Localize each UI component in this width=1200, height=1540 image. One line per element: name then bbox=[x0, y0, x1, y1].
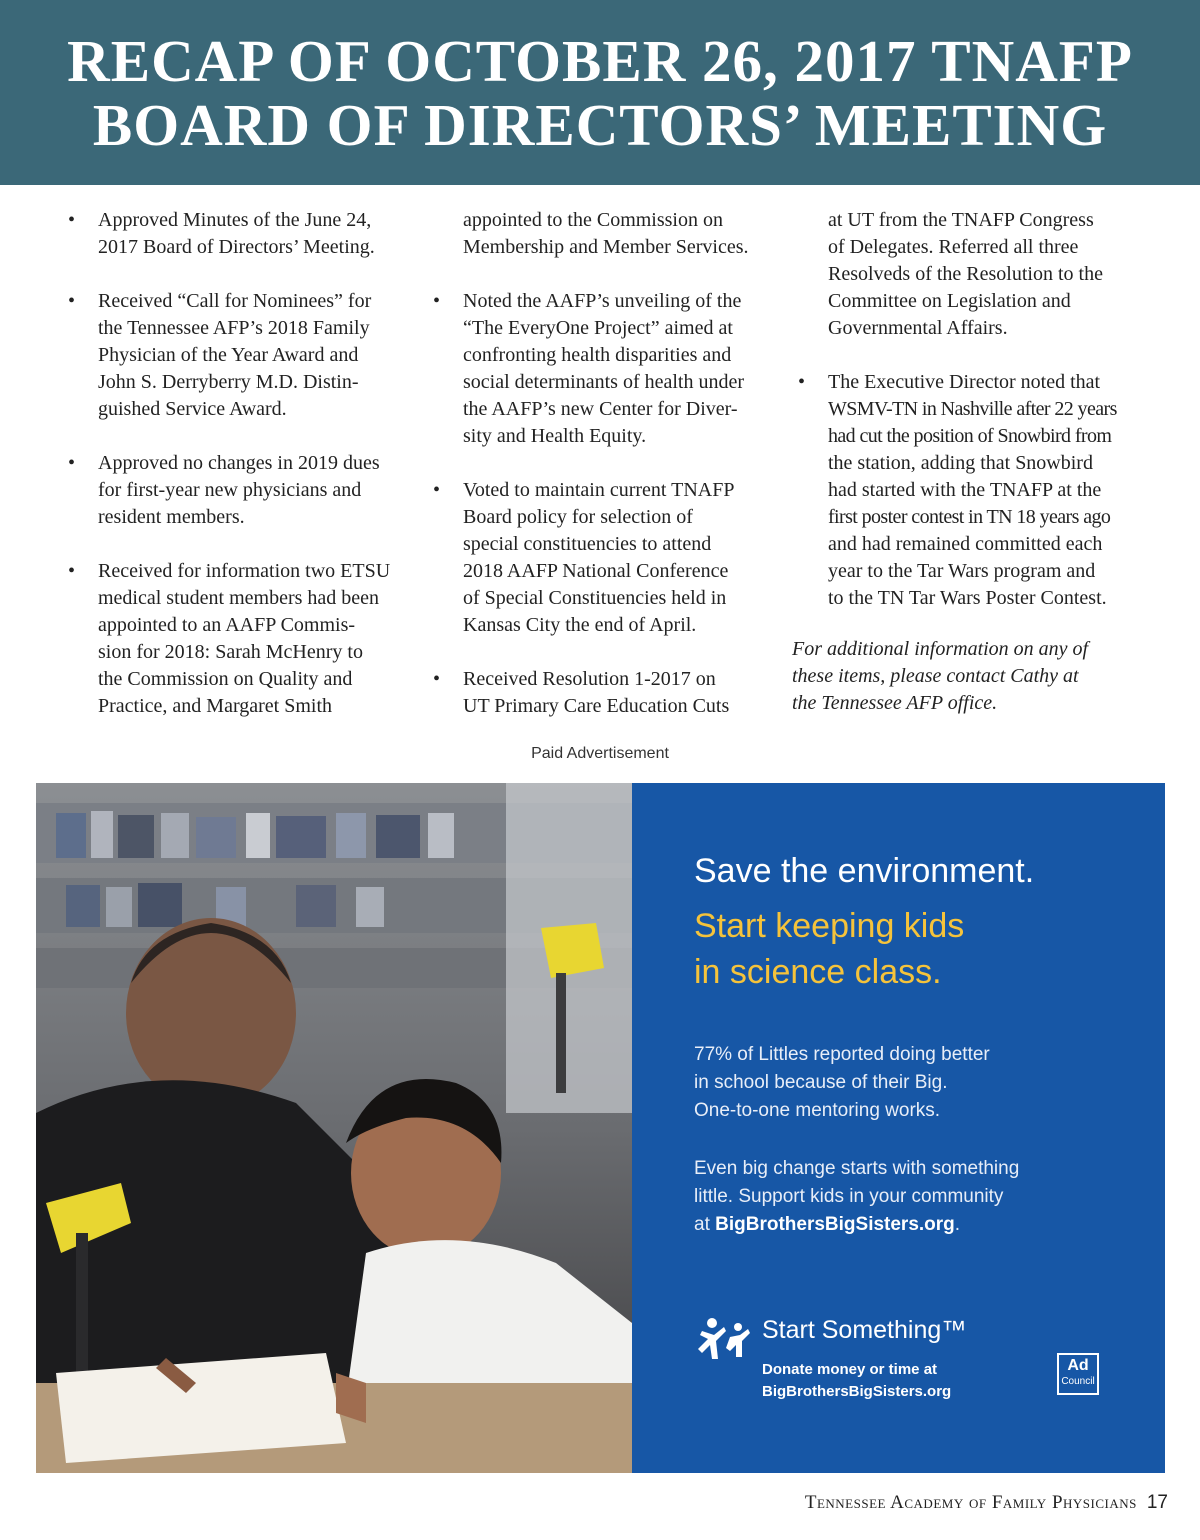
contact-note: For additional information on any of these items, please contact Cathy at the Tennessee AFP office. bbox=[792, 638, 1089, 714]
list-item-continued: appointed to the Commission on Membership and Member Services. bbox=[463, 209, 749, 258]
advertisement[interactable] bbox=[36, 783, 1165, 1473]
ad-statistic-paragraph: 77% of Littles reported doing better in school because of their Big. One-to-one mentoring works. bbox=[694, 1044, 990, 1121]
list-item: • Approved Minutes of the June 24, 2017 Board of Directors’ Meeting. bbox=[62, 207, 407, 261]
list-item: • Noted the AAFP’s unveiling of the “The EveryOne Project” aimed at confronting health disparities and social determinants of health under the AAFP’s new Center for Diver- sity and Health Equity. bbox=[427, 288, 772, 450]
text-column-2 bbox=[427, 207, 772, 720]
ad-headline: Save the environment. bbox=[694, 852, 1035, 890]
paid-advertisement-label: Paid Advertisement bbox=[531, 745, 669, 762]
text-column-1 bbox=[62, 207, 407, 720]
title-line-2: BOARD OF DIRECTORS’ MEETING bbox=[92, 91, 1108, 158]
list-item: • Received “Call for Nominees” for the Tennessee AFP’s 2018 Family Physician of the Year Award and John S. Derryberry M.D. Distin- guished Service Award. bbox=[62, 288, 407, 423]
list-item: • Received for information two ETSU medical student members had been appointed to an AAFP Commis- sion for 2018: Sarah McHenry to the Commission on Quality and Practice, and Margaret Smith bbox=[62, 558, 407, 720]
photo-illustration bbox=[36, 783, 632, 1473]
page-number: 17 bbox=[1146, 1492, 1168, 1513]
mentoring-photo bbox=[36, 783, 632, 1473]
ad-website-link[interactable]: BigBrothersBigSisters.org bbox=[715, 1214, 955, 1235]
ad-council-logo: Ad Council bbox=[1057, 1353, 1099, 1395]
logo-subtitle: Donate money or time at BigBrothersBigSisters.org bbox=[762, 1361, 952, 1400]
list-item: • Approved no changes in 2019 dues for first-year new physicians and resident members. bbox=[62, 450, 407, 531]
page-footer bbox=[805, 1492, 1168, 1514]
list-item-continued: at UT from the TNAFP Congress of Delegates. Referred all three Resolveds of the Resolution to the Committee on Legislation and Governmental Affairs. bbox=[828, 209, 1103, 339]
start-something-logo bbox=[694, 1313, 1114, 1423]
ad-call-to-action: Even big change starts with something little. Support kids in your community at BigBrothersBigSisters.org. bbox=[694, 1158, 1020, 1235]
page-title bbox=[67, 29, 1133, 157]
header-banner bbox=[0, 0, 1200, 185]
ad-subhead: Start keeping kids in science class. bbox=[694, 907, 965, 991]
title-line-1: RECAP OF OCTOBER 26, 2017 TNAFP bbox=[67, 27, 1133, 94]
footer-organization: Tennessee Academy of Family Physicians bbox=[804, 1492, 1137, 1513]
logo-title: Start Something™ bbox=[762, 1316, 967, 1344]
jumping-figures-icon bbox=[696, 1313, 752, 1369]
text-column-3 bbox=[792, 207, 1137, 717]
list-item: • The Executive Director noted that WSMV-TN in Nashville after 22 years had cut the position of Snowbird from the station, adding that Snowbird had started with the TNAFP at the first poster contest in TN 18 years ago and had remained committed each year to the Tar Wars program and to the TN Tar Wars Poster Contest. bbox=[792, 369, 1137, 612]
list-item: • Received Resolution 1-2017 on UT Primary Care Education Cuts bbox=[427, 666, 772, 720]
list-item: • Voted to maintain current TNAFP Board policy for selection of special constituencies to attend 2018 AAFP National Conference of Special Constituencies held in Kansas City the end of April. bbox=[427, 477, 772, 639]
ad-text-panel bbox=[632, 783, 1165, 1473]
